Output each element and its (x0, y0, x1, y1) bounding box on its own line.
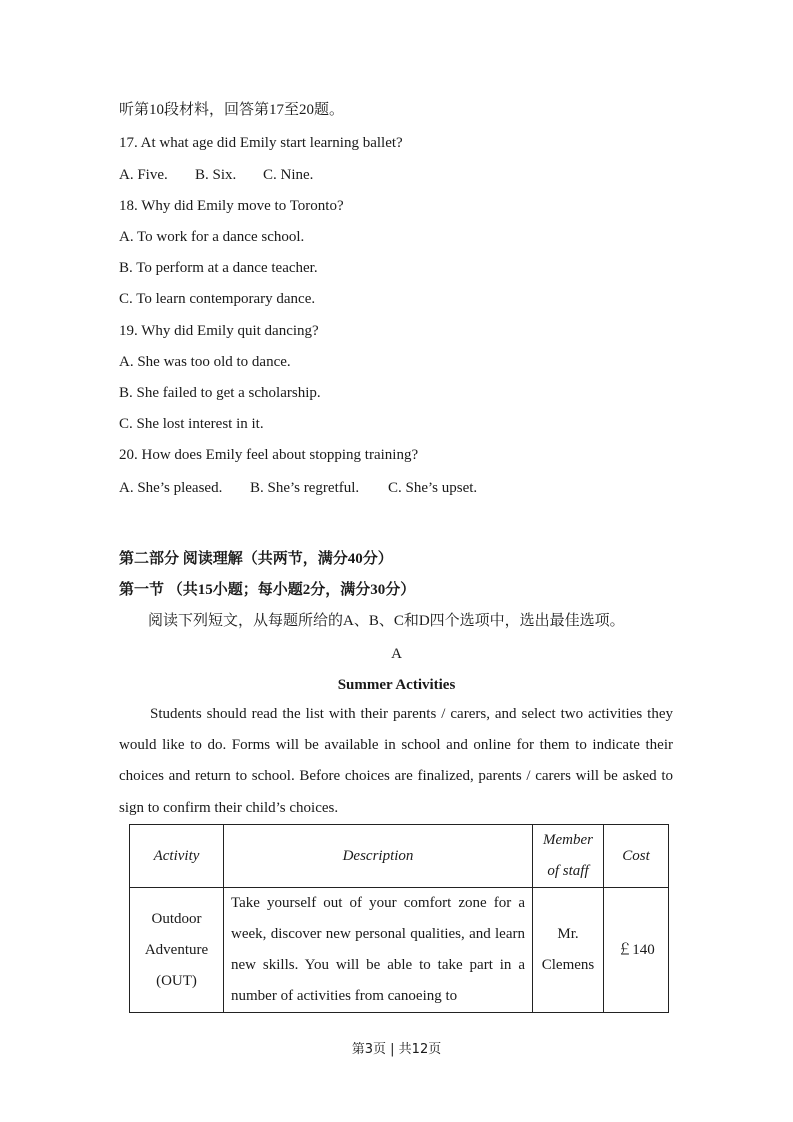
question-18-stem: 18. Why did Emily move to Toronto? (119, 198, 344, 214)
section-one-heading: 第一节 （共15小题；每小题2分，满分30分） (119, 582, 416, 598)
activities-table (129, 824, 669, 1013)
question-17-option-b: B. Six. (195, 167, 237, 183)
question-19-option-b: B. She failed to get a scholarship. (119, 385, 321, 401)
question-20-option-c: C. She’s upset. (388, 480, 478, 496)
listening-section-intro: 听第10段材料，回答第17至20题。 (119, 102, 345, 118)
table-header-row (130, 825, 669, 888)
part-two-heading: 第二部分 阅读理解（共两节，满分40分） (119, 551, 393, 567)
passage-title: Summer Activities (337, 677, 456, 693)
page-footer: 第3页 | 共12页 (351, 1042, 442, 1057)
question-17-options (119, 165, 313, 185)
question-20-option-a: A. She’s pleased. (119, 480, 223, 496)
question-20-option-b: B. She’s regretful. (250, 480, 360, 496)
question-19-stem: 19. Why did Emily quit dancing? (119, 323, 319, 339)
passage-intro-paragraph: Students should read the list with their parents / carers, and select two activities they would like to do. Forms will be available in school and online for them to indicate their choices and return to school. Before choices are finalized, parents / carers will be asked to sign to confirm their child’s choices. (119, 706, 673, 816)
header-description: Description (224, 825, 533, 888)
question-18-option-a: A. To work for a dance school. (119, 229, 305, 245)
question-18-option-c: C. To learn contemporary dance. (119, 291, 316, 307)
activity-cost: ￡140 (604, 888, 669, 1013)
passage-letter: A (391, 646, 402, 662)
table-row (130, 888, 669, 1013)
question-17-option-c: C. Nine. (263, 167, 314, 183)
activity-staff: Mr. Clemens (533, 888, 604, 1013)
header-activity: Activity (130, 825, 224, 888)
question-19-option-a: A. She was too old to dance. (119, 354, 291, 370)
question-17-option-a: A. Five. (119, 167, 168, 183)
header-member-of-staff: Member of staff (533, 825, 604, 888)
activity-description: Take yourself out of your comfort zone for a week, discover new personal qualities, and learn new skills. You will be able to take part in a number of activities from canoeing to (224, 888, 533, 1013)
question-17-stem: 17. At what age did Emily start learning ballet? (119, 135, 403, 151)
question-20-stem: 20. How does Emily feel about stopping training? (119, 447, 419, 463)
reading-instruction: 阅读下列短文，从每题所给的A、B、C和D四个选项中，选出最佳选项。 (148, 613, 625, 629)
question-20-options (119, 478, 477, 498)
activity-name: Outdoor Adventure (OUT) (130, 888, 224, 1013)
question-18-option-b: B. To perform at a dance teacher. (119, 260, 318, 276)
question-19-option-c: C. She lost interest in it. (119, 416, 264, 432)
header-cost: Cost (604, 825, 669, 888)
